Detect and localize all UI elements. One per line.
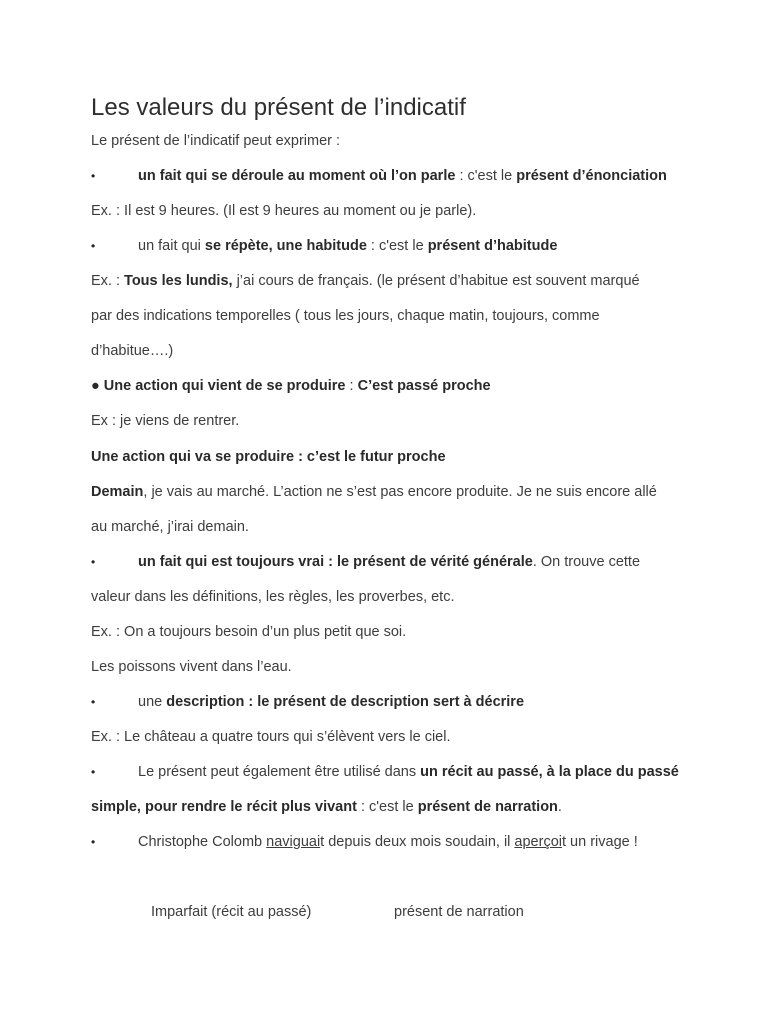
example-line: [91, 202, 476, 220]
bullet-marker: •: [91, 169, 96, 183]
passe-proche-line: [91, 377, 491, 395]
bold-text: un récit au passé, à la place du passé: [420, 764, 679, 780]
bold-text: présent d’habitude: [427, 238, 558, 254]
text: par des indications temporelles ( tous les jours, chaque matin, toujours, comme: [91, 308, 600, 324]
bold-text: description : le présent de description sert à décrire: [166, 694, 525, 710]
bullet-verite-generale: [91, 553, 640, 571]
text-line: [91, 342, 173, 360]
bold-text: Tous les lundis,: [124, 273, 233, 289]
bold-text: Demain: [91, 484, 144, 500]
example-line: [91, 728, 450, 746]
bullet-narration: [91, 763, 679, 781]
bold-text: présent d’énonciation: [516, 168, 667, 184]
text: Ex. : On a toujours besoin d’un plus petit que soi.: [91, 624, 407, 640]
bullet-habitude: [91, 237, 557, 255]
underlined-text: aperçoi: [514, 834, 562, 850]
underlined-text: naviguai: [266, 834, 321, 850]
bold-text: Une action qui va se produire : c’est le futur proche: [91, 449, 446, 465]
text: Christophe Colomb: [138, 834, 267, 850]
text-line: [91, 658, 292, 676]
text: t depuis deux mois soudain, il: [320, 834, 515, 850]
text-line: [91, 588, 455, 606]
text-line: [91, 518, 249, 536]
text: t un rivage !: [561, 834, 638, 850]
bold-text: un fait qui est toujours vrai : le présent de vérité générale: [138, 554, 533, 570]
text: . On trouve cette: [532, 554, 641, 570]
text: Ex : je viens de rentrer.: [91, 413, 240, 429]
bullet-enonciation: [91, 167, 667, 185]
text: une: [138, 694, 167, 710]
text: Ex. : Il est 9 heures. (Il est 9 heures au moment ou je parle).: [91, 203, 477, 219]
example-line: [91, 623, 406, 641]
text-line: [91, 307, 600, 325]
bold-text: se répète, une habitude: [204, 238, 367, 254]
bullet-marker: •: [91, 835, 96, 849]
bold-text: présent de narration: [417, 799, 558, 815]
bullet-marker: •: [91, 765, 96, 779]
text: Les poissons vivent dans l’eau.: [91, 659, 292, 675]
text: au marché, j’irai demain.: [91, 519, 249, 535]
bold-text: un fait qui se déroule au moment où l’on parle: [138, 168, 456, 184]
page-title: Les valeurs du présent de l’indicatif: [91, 94, 466, 121]
example-line: [91, 412, 239, 430]
bold-text: C’est passé proche: [357, 378, 491, 394]
text: .: [557, 799, 562, 815]
intro-line: [91, 132, 340, 150]
text: un fait qui: [138, 238, 205, 254]
bullet-marker: •: [91, 555, 96, 569]
text: : c'est le: [356, 799, 418, 815]
text: : c'est le: [366, 238, 428, 254]
text: Ex. : Le château a quatre tours qui s’élèvent vers le ciel.: [91, 729, 451, 745]
bullet-description: [91, 693, 524, 711]
text: :: [345, 378, 358, 394]
example-line: [91, 483, 657, 501]
label-imparfait: Imparfait (récit au passé): [151, 904, 312, 920]
text: , je vais au marché. L’action ne s’est pas encore produite. Je ne suis encore allé: [143, 484, 657, 500]
text: : c'est le: [455, 168, 517, 184]
text: valeur dans les définitions, les règles, les proverbes, etc.: [91, 589, 455, 605]
bold-text: ● Une action qui vient de se produire: [91, 378, 346, 394]
bold-text: simple, pour rendre le récit plus vivant: [91, 799, 357, 815]
intro-text: Le présent de l’indicatif peut exprimer :: [91, 133, 341, 149]
bullet-example-colomb: [91, 833, 638, 851]
text: Ex. :: [91, 273, 125, 289]
text-line: [91, 798, 562, 816]
example-line: [91, 272, 640, 290]
futur-proche-line: [91, 448, 446, 466]
text: d’habitue….): [91, 343, 174, 359]
bullet-marker: •: [91, 239, 96, 253]
bullet-marker: •: [91, 695, 96, 709]
text: Le présent peut également être utilisé dans: [138, 764, 421, 780]
text: j’ai cours de français. (le présent d’habitue est souvent marqué: [232, 273, 640, 289]
label-present-narration: présent de narration: [394, 904, 524, 920]
